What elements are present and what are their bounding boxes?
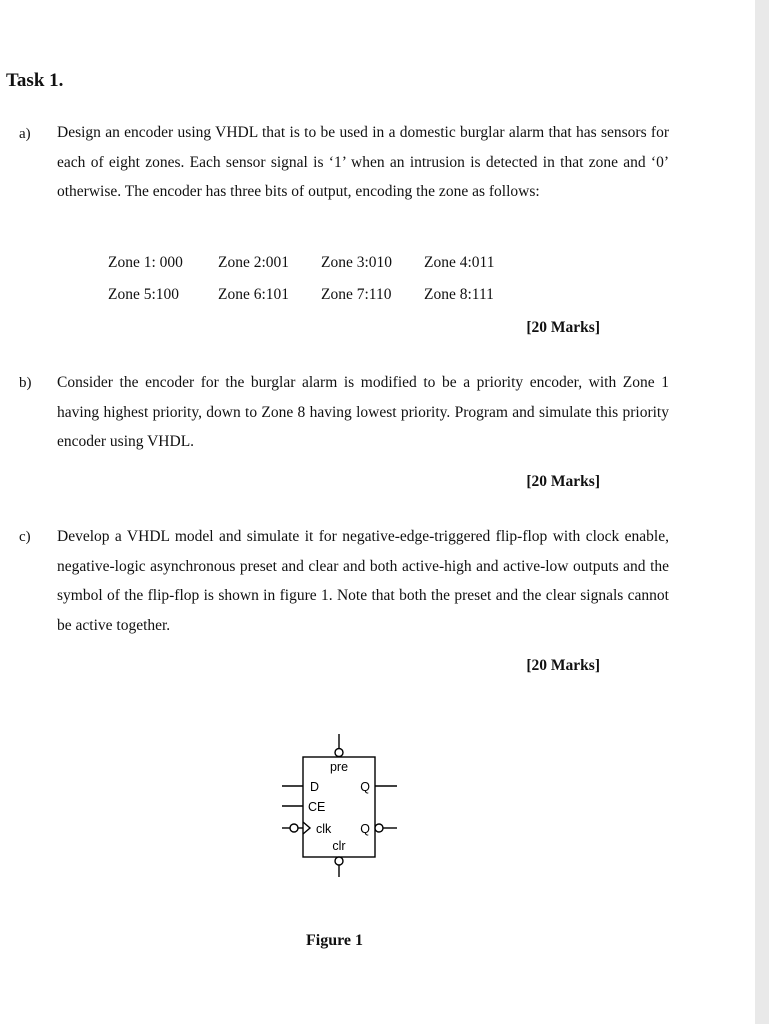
clk-inversion-bubble xyxy=(290,824,298,832)
question-a-label: a) xyxy=(19,126,31,142)
pin-label-qbar: Q xyxy=(360,822,370,836)
pin-label-clk: clk xyxy=(316,822,332,836)
pin-label-clr: clr xyxy=(332,839,346,853)
question-c-text: Develop a VHDL model and simulate it for negative-edge-triggered flip-flop with clock enable, negative-logic asynchronous preset and clear and both active-high and active-low outputs and the symbol of the flip-flop is shown in figure 1. Note that both the preset and the clear signals cannot be active together. xyxy=(57,528,669,634)
pin-label-d: D xyxy=(310,780,320,794)
pin-label-ce: CE xyxy=(308,800,326,814)
question-a-marks: [20 Marks] xyxy=(526,319,600,336)
pin-label-pre: pre xyxy=(329,760,349,774)
zone-code: Zone 1: 000 xyxy=(108,254,183,271)
qbar-inversion-bubble xyxy=(375,824,383,832)
question-c-label: c) xyxy=(19,529,31,545)
question-c-marks: [20 Marks] xyxy=(526,657,600,674)
question-b-text: Consider the encoder for the burglar alarm is modified to be a priority encoder, with Zone 1 having highest priority, down to Zone 8 having lowest priority. Program and simulate this priority encoder using VHDL. xyxy=(57,374,669,450)
figure-caption: Figure 1 xyxy=(306,932,364,949)
task-title: Task 1. xyxy=(6,70,64,91)
question-b-label: b) xyxy=(19,375,32,391)
zone-code: Zone 5:100 xyxy=(108,286,180,303)
question-a-text: Design an encoder using VHDL that is to be used in a domestic burglar alarm that has sensors for each of eight zones. Each sensor signal is ‘1’ when an intrusion is detected in that zone and ‘0’ otherwise. The encoder has three bits of output, encoding the zone as follows: xyxy=(57,124,669,200)
zone-code: Zone 7:110 xyxy=(321,286,392,303)
zone-code: Zone 6:101 xyxy=(218,286,290,303)
zone-code: Zone 3:010 xyxy=(321,254,393,271)
zone-code: Zone 8:111 xyxy=(424,286,494,303)
question-b-marks: [20 Marks] xyxy=(526,473,600,490)
pre-inversion-bubble xyxy=(335,749,343,757)
zone-code: Zone 2:001 xyxy=(218,254,290,271)
pin-label-q: Q xyxy=(360,780,370,794)
zone-code: Zone 4:011 xyxy=(424,254,495,271)
clr-inversion-bubble xyxy=(335,857,343,865)
